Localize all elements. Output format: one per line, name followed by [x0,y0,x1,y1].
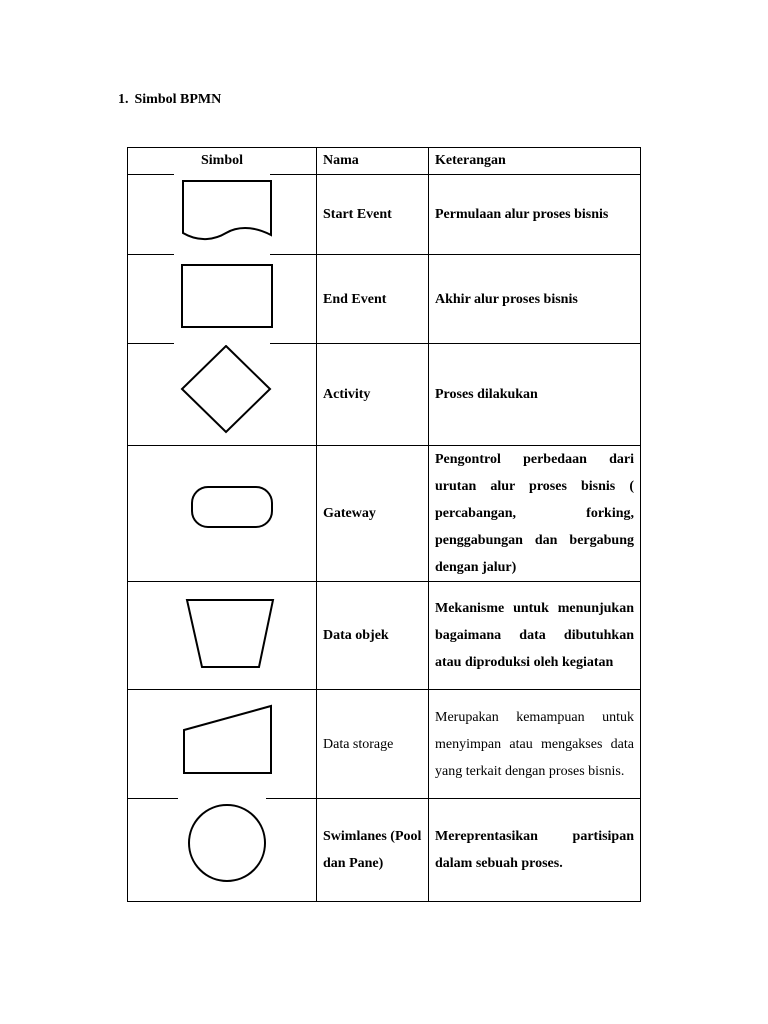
section-number: 1. [118,92,129,107]
symbol-cell [128,446,317,582]
nama-cell: Activity [317,344,429,446]
circle-shape-icon [134,799,323,901]
keterangan-cell: Pengontrol perbedaan dari urutan alur proses bisnis ( percabangan, forking, penggabungan dan bergabung dengan jalur) [429,446,641,582]
nama-cell: Gateway [317,446,429,582]
nama-cell: End Event [317,255,429,344]
section-title: Simbol BPMN [134,92,222,107]
trapezoid-shape-icon [134,582,323,689]
table-row [128,344,641,446]
nama-cell: Data objek [317,582,429,690]
table-row [128,690,641,799]
symbol-cell [128,175,317,255]
nama-cell: Data storage [317,690,429,799]
table-row [128,799,641,902]
nama-cell: Swimlanes (Pool dan Pane) [317,799,429,902]
header-simbol: Simbol [128,148,317,175]
table-row [128,175,641,255]
keterangan-cell: Akhir alur proses bisnis [429,255,641,344]
table-row [128,446,641,582]
symbol-cell [128,344,317,446]
rectangle-shape-icon [134,255,323,343]
wavy-document-shape-icon [134,175,323,254]
table-row [128,582,641,690]
keterangan-cell: Proses dilakukan [429,344,641,446]
table-row [128,255,641,344]
symbol-cell [128,255,317,344]
keterangan-cell: Mekanisme untuk menunjukan bagaimana data dibutuhkan atau diproduksi oleh kegiatan [429,582,641,690]
header-keterangan: Keterangan [429,148,641,175]
manual-input-shape-icon [134,690,323,798]
symbol-cell [128,799,317,902]
section-heading [118,92,221,108]
rounded-rectangle-shape-icon [134,447,323,581]
symbol-cell [128,690,317,799]
header-nama: Nama [317,148,429,175]
nama-cell: Start Event [317,175,429,255]
keterangan-cell: Mereprentasikan partisipan dalam sebuah proses. [429,799,641,902]
keterangan-cell: Merupakan kemampuan untuk menyimpan atau mengakses data yang terkait dengan proses bisnis. [429,690,641,799]
bpmn-symbol-table [127,147,641,902]
diamond-shape-icon [134,344,323,445]
keterangan-cell: Permulaan alur proses bisnis [429,175,641,255]
table-header-row [128,148,641,175]
symbol-cell [128,582,317,690]
